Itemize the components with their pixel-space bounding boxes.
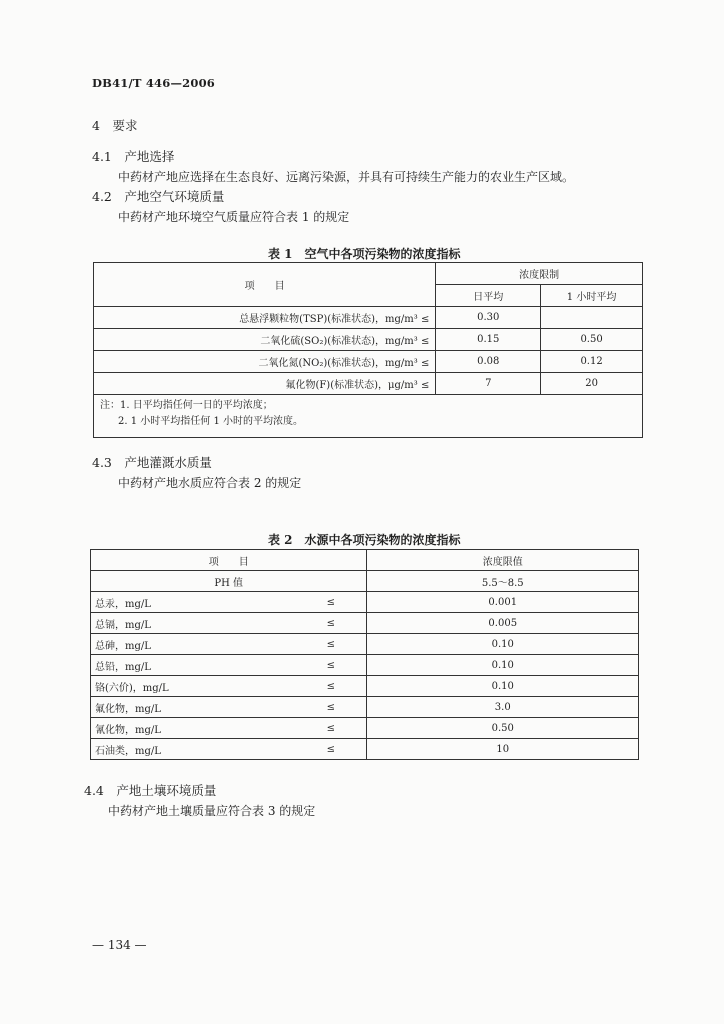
table-row — [94, 329, 643, 351]
table1-header-daily: 日平均 — [436, 285, 541, 307]
table1-item: 总悬浮颗粒物(TSP)(标准状态)，mg/m³ ≤ — [94, 307, 436, 329]
section-4-3-text: 中药材产地水质应符合表 2 的规定 — [118, 476, 302, 490]
section-4-1-text: 中药材产地应选择在生态良好、远离污染源，并具有可持续生产能力的农业生产区域。 — [118, 170, 575, 184]
table2-header-item: 项 目 — [91, 550, 367, 571]
table2-op: ≤ — [295, 655, 367, 676]
table1-note-line1: 注：1. 日平均指任何一日的平均浓度； — [100, 400, 273, 411]
section-4-4-text: 中药材产地土壤质量应符合表 3 的规定 — [108, 804, 316, 818]
table2-value: 0.005 — [367, 613, 639, 634]
table1-item: 二氧化硫(SO₂)(标准状态)，mg/m³ ≤ — [94, 329, 436, 351]
section-4-3-title: 4.3 产地灌溉水质量 — [92, 455, 212, 470]
table2-op: ≤ — [295, 676, 367, 697]
table2-item: 总汞，mg/L — [91, 592, 296, 613]
table-row — [91, 697, 639, 718]
table2-item: 铬(六价)，mg/L — [91, 676, 296, 697]
section-4-1-title: 4.1 产地选择 — [92, 149, 175, 164]
page-number: — 134 — — [92, 938, 147, 952]
table-row — [91, 613, 639, 634]
table-row — [91, 739, 639, 760]
table1-hourly: 20 — [541, 373, 643, 395]
table1-hourly: 0.12 — [541, 351, 643, 373]
table2-value: 0.10 — [367, 676, 639, 697]
table1-hourly: 0.50 — [541, 329, 643, 351]
table1-daily: 7 — [436, 373, 541, 395]
table1-daily: 0.15 — [436, 329, 541, 351]
table2-value: 0.10 — [367, 655, 639, 676]
table2-op: ≤ — [295, 697, 367, 718]
section-4-4-title: 4.4 产地土壤环境质量 — [84, 783, 217, 798]
table2-item: 石油类，mg/L — [91, 739, 296, 760]
document-id: DB41/T 446—2006 — [92, 76, 215, 90]
table-row — [91, 592, 639, 613]
table2-op: ≤ — [295, 718, 367, 739]
section-4-2-text: 中药材产地环境空气质量应符合表 1 的规定 — [118, 210, 350, 224]
table2-item: 总镉，mg/L — [91, 613, 296, 634]
section-4-2-title: 4.2 产地空气环境质量 — [92, 189, 225, 204]
table-row — [91, 676, 639, 697]
table2-item: 总铅，mg/L — [91, 655, 296, 676]
table1-note-line2: 2. 1 小时平均指任何 1 小时的平均浓度。 — [118, 416, 303, 427]
air-quality-table — [93, 262, 643, 438]
table2-value: 3.0 — [367, 697, 639, 718]
table1-item: 氟化物(F)(标准状态)，μg/m³ ≤ — [94, 373, 436, 395]
table1-hourly — [541, 307, 643, 329]
table2-item: 氟化物，mg/L — [91, 697, 296, 718]
table2-value: 0.50 — [367, 718, 639, 739]
table2-header-limit: 浓度限值 — [367, 550, 639, 571]
water-quality-table — [90, 549, 639, 760]
table2-value: 0.10 — [367, 634, 639, 655]
table2-caption: 表 2 水源中各项污染物的浓度指标 — [268, 533, 461, 547]
table2-value: 0.001 — [367, 592, 639, 613]
table2-item: 总砷，mg/L — [91, 634, 296, 655]
table-row — [91, 718, 639, 739]
table1-header-limit: 浓度限制 — [436, 263, 643, 285]
table-row — [91, 571, 639, 592]
table-row — [94, 373, 643, 395]
table2-ph-value: 5.5～8.5 — [367, 571, 639, 592]
table2-op: ≤ — [295, 739, 367, 760]
table1-header-item: 项 目 — [94, 263, 436, 307]
table2-op: ≤ — [295, 613, 367, 634]
table2-ph-label: PH 值 — [91, 571, 367, 592]
table2-op: ≤ — [295, 634, 367, 655]
table2-item: 氰化物，mg/L — [91, 718, 296, 739]
table1-note — [94, 395, 643, 438]
table1-header-hourly: 1 小时平均 — [541, 285, 643, 307]
table2-op: ≤ — [295, 592, 367, 613]
table-row — [91, 655, 639, 676]
section-4-title: 4 要求 — [92, 118, 138, 133]
table1-item: 二氧化氮(NO₂)(标准状态)，mg/m³ ≤ — [94, 351, 436, 373]
table-row — [91, 634, 639, 655]
table-row — [94, 351, 643, 373]
table1-daily: 0.30 — [436, 307, 541, 329]
table1-caption: 表 1 空气中各项污染物的浓度指标 — [268, 247, 461, 261]
table1-daily: 0.08 — [436, 351, 541, 373]
table-row — [94, 307, 643, 329]
table2-value: 10 — [367, 739, 639, 760]
